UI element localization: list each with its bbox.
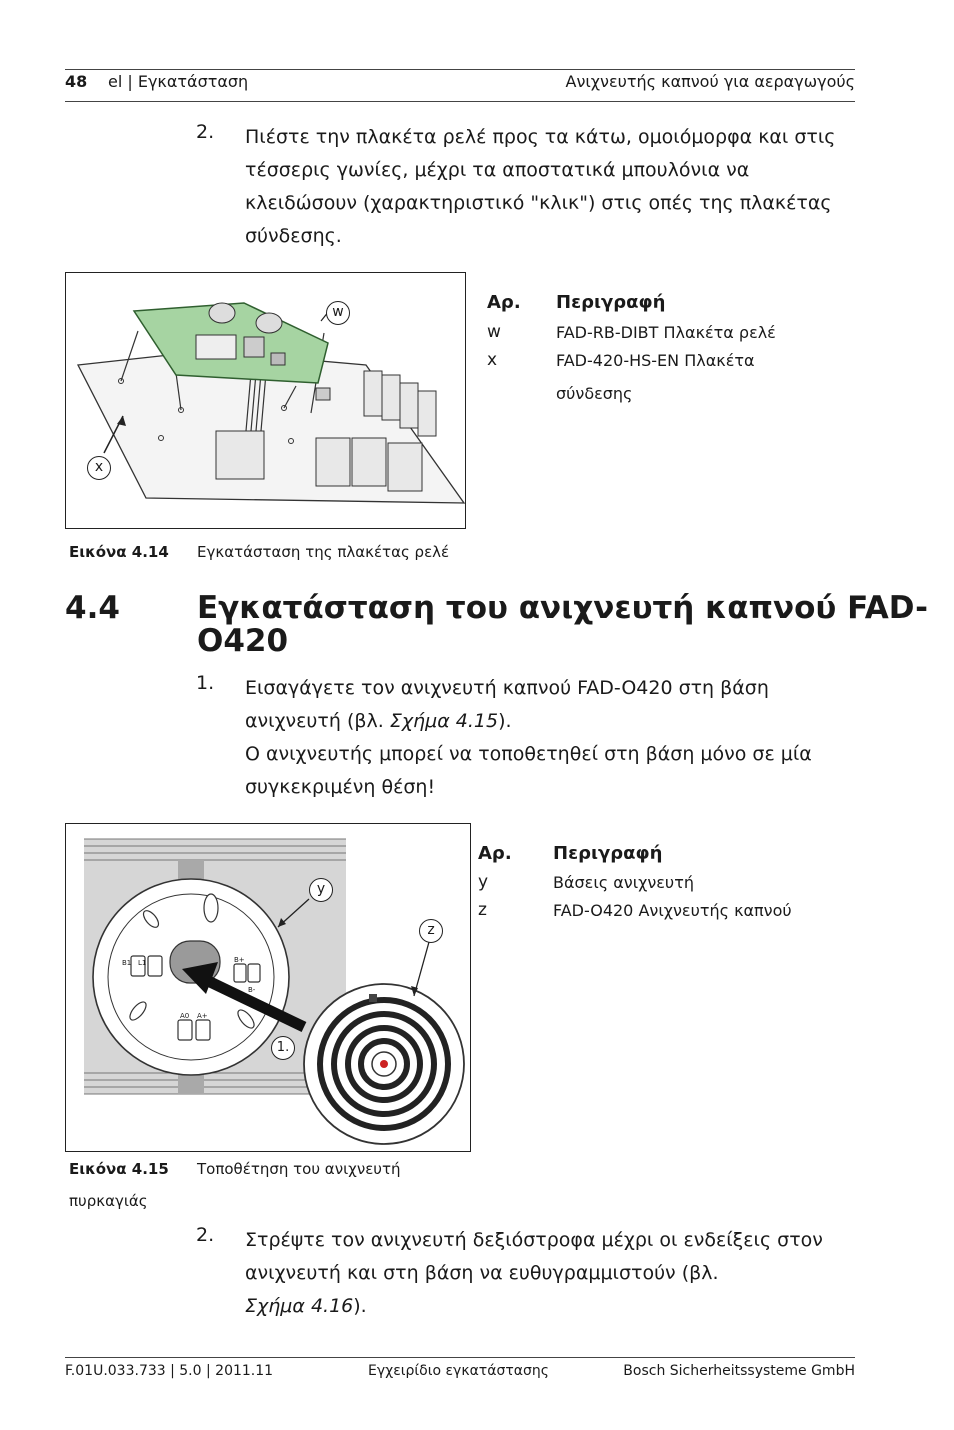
step-text [245,1224,823,1323]
table-header-description: Περιγραφή [553,843,663,864]
base-terminal-label: B- [248,986,256,994]
section-title-line: Εγκατάσταση του ανιχνευτή καπνού FAD- [197,590,928,626]
footer-company: Bosch Sicherheitssysteme GmbH [623,1363,855,1379]
step-line-text: ). [498,710,512,732]
section-title-line: O420 [197,623,289,659]
table-header-number: Αρ. [478,843,512,864]
footer-doc-title: Εγχειρίδιο εγκατάστασης [368,1363,549,1379]
table-row-description: σύνδεσης [556,384,633,403]
header-bottom-rule [65,101,855,102]
step-number: 2. [196,1224,215,1246]
section-title [197,592,928,658]
table-header-description: Περιγραφή [556,292,666,313]
relay-board-illustration [66,273,465,528]
figure-reference: Σχήμα 4.16 [245,1295,354,1317]
footer-rule [65,1357,855,1358]
table-header-number: Αρ. [487,292,521,313]
callout-step-1: 1. [271,1036,295,1060]
step-line: ανιχνευτή και στη βάση να ευθυγραμμιστούν (βλ. [245,1262,719,1284]
header-section: el | Εγκατάσταση [108,72,249,91]
step-line [245,705,812,738]
step-line: Στρέψτε τον ανιχνευτή δεξιόστροφα μέχρι οι ενδείξεις στον [245,1229,823,1251]
base-terminal-label: A0 [180,1012,190,1020]
callout-z: z [419,919,443,943]
section-number: 4.4 [65,590,120,626]
step-line: συγκεκριμένη θέση! [245,776,436,798]
figure-caption-text: Τοποθέτηση του ανιχνευτή [197,1160,401,1178]
step-number: 2. [196,121,215,143]
figure-caption-label: Εικόνα 4.14 [69,543,169,561]
base-terminal-label: A+ [197,1012,208,1020]
figure-detector-mount [65,823,471,1152]
step-line: Εισαγάγετε τον ανιχνευτή καπνού FAD-O420 στη βάση [245,677,769,699]
base-terminal-label: L1 [138,959,147,967]
header-title: Ανιχνευτής καπνού για αεραγωγούς [565,72,855,91]
step-line [245,1290,823,1323]
step-line: Ο ανιχνευτής μπορεί να τοποθετηθεί στη βάση μόνο σε μία [245,743,812,765]
step-line: κλειδώσουν (χαρακτηριστικό "κλικ") στις οπές της πλακέτας [245,192,832,214]
step-line-text: ). [353,1295,367,1317]
table-row-description: Βάσεις ανιχνευτή [553,873,694,892]
detector-mount-illustration [66,824,470,1151]
table-row-description: FAD-420-HS-EN Πλακέτα [556,351,755,370]
figure-relay-board [65,272,466,529]
callout-x: x [87,456,111,480]
figure-reference: Σχήμα 4.15 [389,710,499,732]
table-row-key: w [487,322,501,342]
step-line: Πιέστε την πλακέτα ρελέ προς τα κάτω, ομοιόμορφα και στις [245,126,836,148]
table-row-description: FAD-O420 Ανιχνευτής καπνού [553,901,792,920]
callout-w: w [326,301,350,325]
table-row-key: y [478,872,489,892]
footer-doc-id: F.01U.033.733 | 5.0 | 2011.11 [65,1363,274,1379]
step-text [245,672,812,804]
step-number: 1. [196,672,215,694]
step-line: τέσσερις γωνίες, μέχρι τα αποστατικά μπουλόνια να [245,159,750,181]
step-text [245,121,835,253]
figure-caption-text: Εγκατάσταση της πλακέτας ρελέ [197,543,450,561]
figure-caption-label: Εικόνα 4.15 [69,1160,169,1178]
table-row-description: FAD-RB-DIBT Πλακέτα ρελέ [556,323,776,342]
base-terminal-label: B1 [122,959,132,967]
page-number: 48 [65,72,88,91]
step-line-text: ανιχνευτή (βλ. [245,710,390,732]
table-row-key: z [478,900,487,920]
step-line: σύνδεσης. [245,225,342,247]
callout-y: y [309,878,333,902]
header-top-rule [65,69,855,70]
table-row-key: x [487,350,498,370]
figure-caption-text: πυρκαγιάς [69,1192,148,1210]
base-terminal-label: B+ [234,956,245,964]
